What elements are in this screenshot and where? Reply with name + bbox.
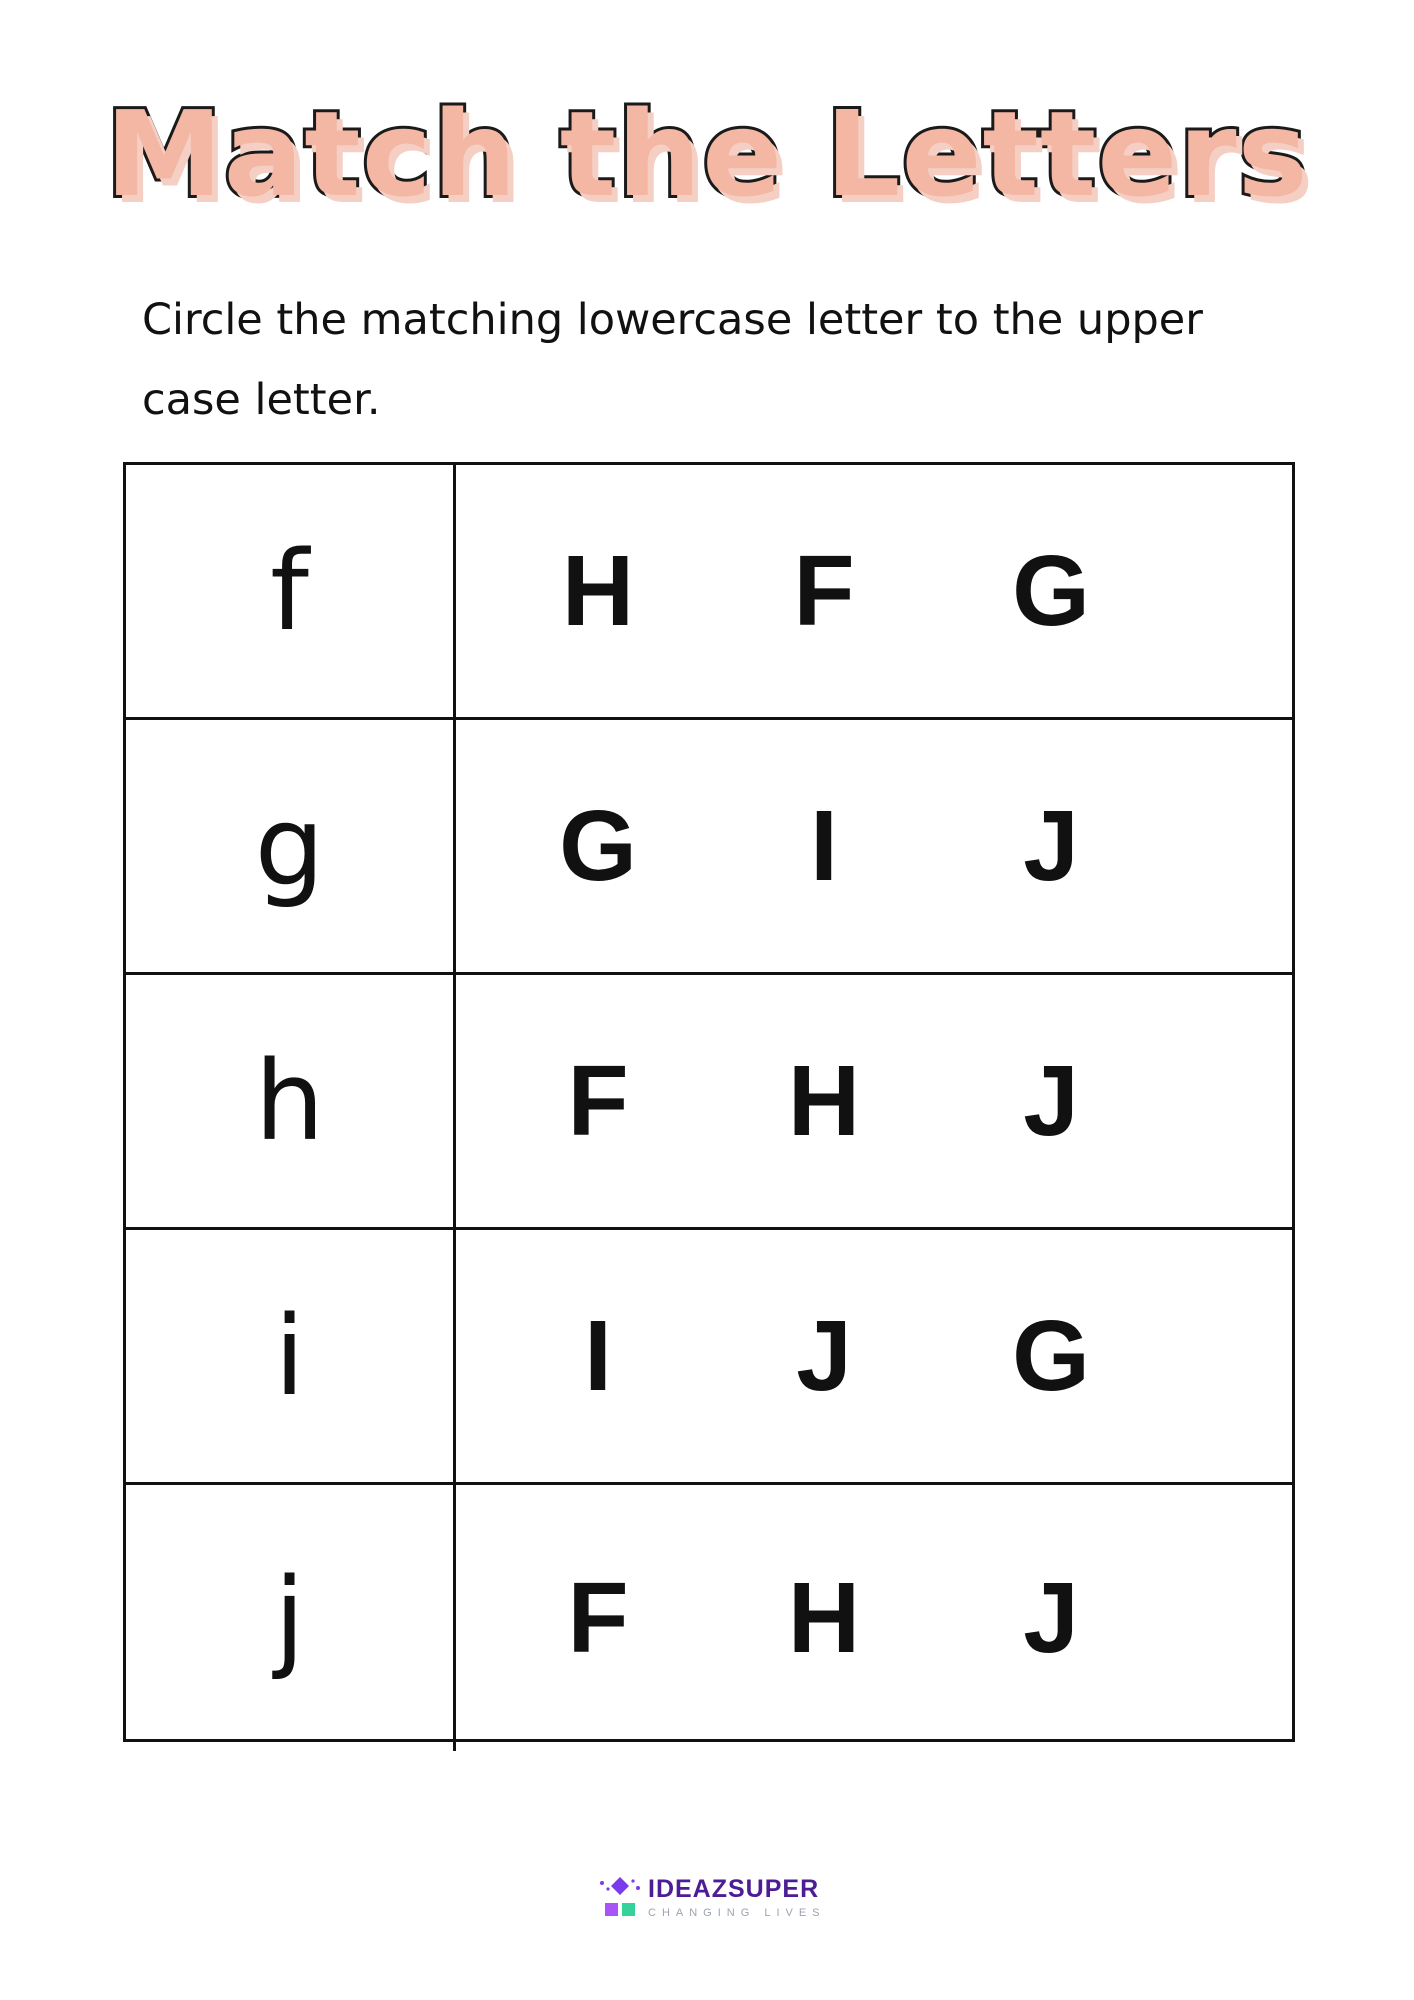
table-row bbox=[126, 465, 1292, 720]
choices-cell bbox=[456, 975, 1292, 1227]
matching-table bbox=[123, 462, 1295, 1742]
uppercase-choice[interactable]: H bbox=[787, 1045, 861, 1157]
lowercase-letter: f bbox=[126, 465, 456, 717]
uppercase-choice[interactable]: I bbox=[810, 790, 838, 902]
choices-cell bbox=[456, 1230, 1292, 1482]
uppercase-choice[interactable]: G bbox=[1012, 1300, 1090, 1412]
brand-logo bbox=[598, 1875, 838, 1927]
uppercase-choice[interactable]: H bbox=[561, 535, 635, 647]
lowercase-letter: j bbox=[126, 1485, 456, 1751]
brand-name: IDEAZSUPER bbox=[648, 1875, 820, 1903]
uppercase-choice[interactable]: G bbox=[1012, 535, 1090, 647]
brand-tagline: CHANGING LIVES bbox=[648, 1907, 826, 1919]
choices-cell bbox=[456, 720, 1292, 972]
lowercase-letter: g bbox=[126, 720, 456, 972]
table-row bbox=[126, 975, 1292, 1230]
uppercase-choice[interactable]: I bbox=[584, 1300, 612, 1412]
choices-cell bbox=[456, 1485, 1292, 1751]
uppercase-choice[interactable]: J bbox=[1023, 790, 1079, 902]
uppercase-choice[interactable]: F bbox=[793, 535, 855, 647]
uppercase-choice[interactable]: F bbox=[567, 1045, 629, 1157]
instructions-text: Circle the matching lowercase letter to the upper case letter. bbox=[142, 295, 1203, 425]
table-row bbox=[126, 720, 1292, 975]
lowercase-letter: i bbox=[126, 1230, 456, 1482]
uppercase-choice[interactable]: J bbox=[796, 1300, 852, 1412]
lowercase-letter: h bbox=[126, 975, 456, 1227]
page-title: Match the Letters bbox=[105, 85, 1309, 223]
logo-mark-icon bbox=[598, 1875, 642, 1925]
choices-cell bbox=[456, 465, 1292, 717]
table-row bbox=[126, 1230, 1292, 1485]
uppercase-choice[interactable]: J bbox=[1023, 1045, 1079, 1157]
table-row bbox=[126, 1485, 1292, 1751]
uppercase-choice[interactable]: H bbox=[787, 1562, 861, 1674]
uppercase-choice[interactable]: G bbox=[559, 790, 637, 902]
uppercase-choice[interactable]: J bbox=[1023, 1562, 1079, 1674]
uppercase-choice[interactable]: F bbox=[567, 1562, 629, 1674]
